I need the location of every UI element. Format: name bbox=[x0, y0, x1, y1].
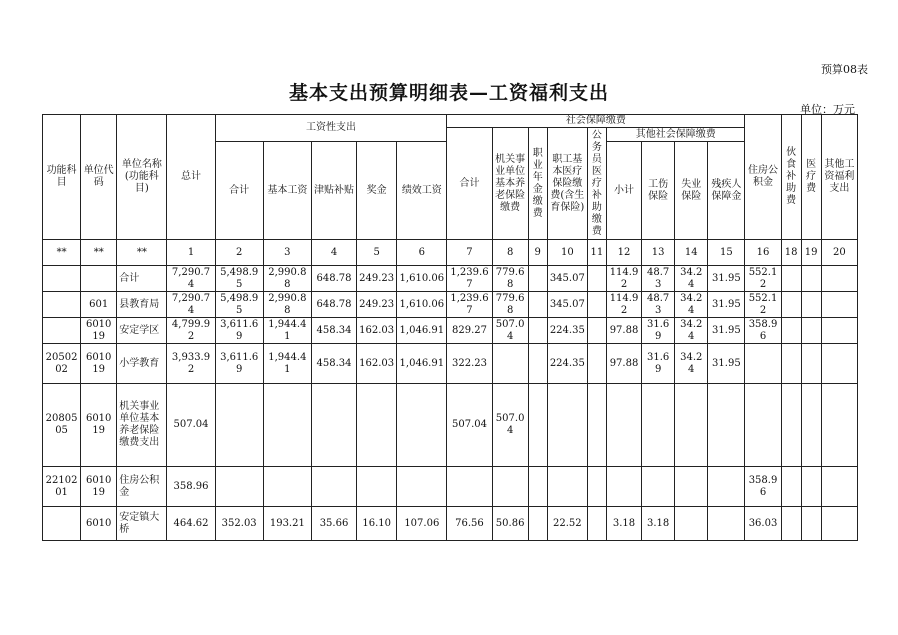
cell-performance bbox=[397, 384, 447, 467]
cell-performance: 107.06 bbox=[397, 507, 447, 541]
cell-func-subject bbox=[43, 507, 81, 541]
cell-medical: 345.07 bbox=[547, 292, 587, 318]
cell-housing: 552.12 bbox=[745, 266, 781, 292]
cell-meal bbox=[781, 344, 801, 384]
header-performance: 绩效工资 bbox=[397, 142, 447, 240]
header-unit-code: 单位代码 bbox=[81, 115, 117, 240]
cell-allowance: 648.78 bbox=[311, 266, 356, 292]
cell-social-total: 829.27 bbox=[447, 318, 492, 344]
cell-unemploy: 14 bbox=[675, 240, 708, 266]
cell-disabled bbox=[708, 384, 745, 467]
cell-pension bbox=[492, 344, 528, 384]
cell-pension: 779.68 bbox=[492, 292, 528, 318]
header-medical: 职工基本医疗保险缴费(含生育保险) bbox=[547, 128, 587, 240]
header-basic-wage: 基本工资 bbox=[263, 142, 311, 240]
cell-unemploy: 34.24 bbox=[675, 318, 708, 344]
cell-pension: 8 bbox=[492, 240, 528, 266]
cell-other-sub: 114.92 bbox=[606, 292, 641, 318]
cell-allowance: 458.34 bbox=[311, 344, 356, 384]
cell-other-sub bbox=[606, 384, 641, 467]
cell-housing: 552.12 bbox=[745, 292, 781, 318]
cell-bonus: 16.10 bbox=[357, 507, 397, 541]
cell-other-sub: 12 bbox=[606, 240, 641, 266]
cell-disabled: 31.95 bbox=[708, 292, 745, 318]
cell-other-welfare bbox=[821, 344, 857, 384]
cell-social-total: 76.56 bbox=[447, 507, 492, 541]
cell-social-total: 507.04 bbox=[447, 384, 492, 467]
cell-medical-fee: 19 bbox=[801, 240, 821, 266]
header-injury: 工伤保险 bbox=[642, 142, 675, 240]
cell-civil-medical bbox=[587, 266, 606, 292]
cell-unit-code: 601019 bbox=[81, 384, 117, 467]
cell-injury: 31.69 bbox=[642, 318, 675, 344]
cell-annuity bbox=[528, 344, 547, 384]
cell-unit-code: 6010 bbox=[81, 507, 117, 541]
cell-meal bbox=[781, 507, 801, 541]
cell-disabled: 31.95 bbox=[708, 318, 745, 344]
cell-unemploy: 34.24 bbox=[675, 266, 708, 292]
cell-bonus: 5 bbox=[357, 240, 397, 266]
cell-unemploy bbox=[675, 507, 708, 541]
cell-performance bbox=[397, 467, 447, 507]
cell-medical-fee bbox=[801, 344, 821, 384]
cell-unit-name: 安定镇大桥 bbox=[117, 507, 167, 541]
cell-wage-total: 2 bbox=[215, 240, 263, 266]
cell-func-subject: 2210201 bbox=[43, 467, 81, 507]
cell-allowance: 35.66 bbox=[311, 507, 356, 541]
cell-total: 1 bbox=[167, 240, 215, 266]
cell-allowance bbox=[311, 467, 356, 507]
header-unemploy: 失业保险 bbox=[675, 142, 708, 240]
cell-other-sub bbox=[606, 467, 641, 507]
header-allowance: 津贴补贴 bbox=[311, 142, 356, 240]
table-row bbox=[43, 467, 858, 507]
cell-other-sub: 97.88 bbox=[606, 344, 641, 384]
cell-housing bbox=[745, 384, 781, 467]
table-row bbox=[43, 344, 858, 384]
cell-unit-name: 安定学区 bbox=[117, 318, 167, 344]
cell-pension: 50.86 bbox=[492, 507, 528, 541]
cell-medical-fee bbox=[801, 318, 821, 344]
cell-social-total: 322.23 bbox=[447, 344, 492, 384]
cell-total: 358.96 bbox=[167, 467, 215, 507]
cell-other-sub: 114.92 bbox=[606, 266, 641, 292]
cell-total: 4,799.92 bbox=[167, 318, 215, 344]
cell-other-welfare bbox=[821, 384, 857, 467]
cell-performance: 1,046.91 bbox=[397, 318, 447, 344]
cell-other-welfare bbox=[821, 507, 857, 541]
cell-performance: 1,610.06 bbox=[397, 292, 447, 318]
table-body bbox=[43, 240, 858, 541]
cell-other-sub: 97.88 bbox=[606, 318, 641, 344]
table-row bbox=[43, 266, 858, 292]
header-bonus: 奖金 bbox=[357, 142, 397, 240]
cell-disabled bbox=[708, 507, 745, 541]
cell-unit-name: ** bbox=[117, 240, 167, 266]
header-housing: 住房公积金 bbox=[745, 115, 781, 240]
cell-unit-name: 小学教育 bbox=[117, 344, 167, 384]
cell-disabled bbox=[708, 467, 745, 507]
cell-unit-code bbox=[81, 266, 117, 292]
cell-unit-name: 县教育局 bbox=[117, 292, 167, 318]
cell-pension: 779.68 bbox=[492, 266, 528, 292]
cell-annuity bbox=[528, 318, 547, 344]
cell-other-welfare: 20 bbox=[821, 240, 857, 266]
cell-pension bbox=[492, 467, 528, 507]
cell-unit-code: 601019 bbox=[81, 344, 117, 384]
cell-annuity bbox=[528, 507, 547, 541]
cell-basic-wage: 2,990.88 bbox=[263, 266, 311, 292]
header-civil-medical: 公务员医疗补助缴费 bbox=[587, 128, 606, 240]
cell-total: 464.62 bbox=[167, 507, 215, 541]
cell-civil-medical bbox=[587, 344, 606, 384]
cell-pension: 507.04 bbox=[492, 384, 528, 467]
cell-other-welfare bbox=[821, 292, 857, 318]
cell-basic-wage bbox=[263, 384, 311, 467]
cell-wage-total: 3,611.69 bbox=[215, 344, 263, 384]
cell-medical-fee bbox=[801, 467, 821, 507]
cell-wage-total: 352.03 bbox=[215, 507, 263, 541]
cell-medical: 224.35 bbox=[547, 344, 587, 384]
cell-civil-medical bbox=[587, 507, 606, 541]
cell-allowance bbox=[311, 384, 356, 467]
cell-housing: 358.96 bbox=[745, 318, 781, 344]
header-other-sub: 小计 bbox=[606, 142, 641, 240]
cell-injury: 13 bbox=[642, 240, 675, 266]
cell-housing: 36.03 bbox=[745, 507, 781, 541]
cell-bonus: 249.23 bbox=[357, 292, 397, 318]
cell-bonus bbox=[357, 384, 397, 467]
table-row bbox=[43, 318, 858, 344]
cell-disabled: 31.95 bbox=[708, 344, 745, 384]
cell-civil-medical bbox=[587, 384, 606, 467]
cell-medical: 345.07 bbox=[547, 266, 587, 292]
cell-func-subject bbox=[43, 318, 81, 344]
cell-housing: 16 bbox=[745, 240, 781, 266]
cell-medical: 10 bbox=[547, 240, 587, 266]
cell-func-subject: ** bbox=[43, 240, 81, 266]
cell-injury: 48.73 bbox=[642, 266, 675, 292]
cell-total: 507.04 bbox=[167, 384, 215, 467]
cell-unemploy bbox=[675, 384, 708, 467]
cell-performance: 1,610.06 bbox=[397, 266, 447, 292]
cell-unit-code: ** bbox=[81, 240, 117, 266]
cell-unemploy: 34.24 bbox=[675, 344, 708, 384]
form-number: 预算08表 bbox=[821, 63, 868, 76]
cell-performance: 6 bbox=[397, 240, 447, 266]
cell-injury bbox=[642, 467, 675, 507]
cell-func-subject bbox=[43, 266, 81, 292]
cell-medical: 22.52 bbox=[547, 507, 587, 541]
cell-basic-wage bbox=[263, 467, 311, 507]
cell-other-welfare bbox=[821, 467, 857, 507]
header-other-welfare: 其他工资福利支出 bbox=[821, 115, 857, 240]
cell-bonus bbox=[357, 467, 397, 507]
cell-func-subject: 2050202 bbox=[43, 344, 81, 384]
header-disabled: 残疾人保障金 bbox=[708, 142, 745, 240]
cell-allowance: 458.34 bbox=[311, 318, 356, 344]
cell-injury bbox=[642, 384, 675, 467]
cell-bonus: 249.23 bbox=[357, 266, 397, 292]
cell-civil-medical: 11 bbox=[587, 240, 606, 266]
unit-label: 单位：万元 bbox=[800, 103, 855, 116]
cell-func-subject bbox=[43, 292, 81, 318]
header-social-total: 合计 bbox=[447, 128, 492, 240]
cell-basic-wage: 2,990.88 bbox=[263, 292, 311, 318]
table-row bbox=[43, 384, 858, 467]
cell-wage-total bbox=[215, 467, 263, 507]
header-other-group: 其他社会保障缴费 bbox=[606, 128, 745, 142]
cell-injury: 48.73 bbox=[642, 292, 675, 318]
cell-other-sub: 3.18 bbox=[606, 507, 641, 541]
cell-social-total: 7 bbox=[447, 240, 492, 266]
cell-housing: 358.96 bbox=[745, 467, 781, 507]
cell-injury: 3.18 bbox=[642, 507, 675, 541]
cell-annuity bbox=[528, 266, 547, 292]
cell-housing bbox=[745, 344, 781, 384]
cell-wage-total: 5,498.95 bbox=[215, 266, 263, 292]
cell-func-subject: 2080505 bbox=[43, 384, 81, 467]
header-func-subject: 功能科目 bbox=[43, 115, 81, 240]
header-wage-total: 合计 bbox=[215, 142, 263, 240]
cell-basic-wage: 3 bbox=[263, 240, 311, 266]
cell-disabled: 31.95 bbox=[708, 266, 745, 292]
header-social-group: 社会保障缴费 bbox=[447, 115, 745, 128]
cell-allowance: 4 bbox=[311, 240, 356, 266]
table-header bbox=[43, 115, 858, 240]
cell-meal bbox=[781, 318, 801, 344]
cell-wage-total: 5,498.95 bbox=[215, 292, 263, 318]
cell-medical-fee bbox=[801, 292, 821, 318]
cell-meal: 18 bbox=[781, 240, 801, 266]
cell-civil-medical bbox=[587, 467, 606, 507]
cell-total: 7,290.74 bbox=[167, 292, 215, 318]
cell-annuity bbox=[528, 384, 547, 467]
cell-civil-medical bbox=[587, 292, 606, 318]
cell-wage-total: 3,611.69 bbox=[215, 318, 263, 344]
cell-pension: 507.04 bbox=[492, 318, 528, 344]
header-unit-name: 单位名称(功能科目) bbox=[117, 115, 167, 240]
table-row bbox=[43, 292, 858, 318]
page-title: 基本支出预算明细表—工资福利支出 bbox=[288, 82, 609, 104]
cell-social-total bbox=[447, 467, 492, 507]
cell-medical bbox=[547, 384, 587, 467]
cell-disabled: 15 bbox=[708, 240, 745, 266]
header-meal: 伙食补助费 bbox=[781, 115, 801, 240]
cell-injury: 31.69 bbox=[642, 344, 675, 384]
cell-other-welfare bbox=[821, 318, 857, 344]
cell-total: 3,933.92 bbox=[167, 344, 215, 384]
cell-allowance: 648.78 bbox=[311, 292, 356, 318]
cell-social-total: 1,239.67 bbox=[447, 266, 492, 292]
cell-civil-medical bbox=[587, 318, 606, 344]
cell-basic-wage: 1,944.41 bbox=[263, 344, 311, 384]
cell-other-welfare bbox=[821, 266, 857, 292]
index-row bbox=[43, 240, 858, 266]
cell-unemploy: 34.24 bbox=[675, 292, 708, 318]
header-pension: 机关事业单位基本养老保险缴费 bbox=[492, 128, 528, 240]
cell-unit-name: 合计 bbox=[117, 266, 167, 292]
header-total: 总计 bbox=[167, 115, 215, 240]
cell-medical: 224.35 bbox=[547, 318, 587, 344]
header-medical-fee: 医疗费 bbox=[801, 115, 821, 240]
cell-medical-fee bbox=[801, 507, 821, 541]
cell-unit-code: 601019 bbox=[81, 318, 117, 344]
cell-performance: 1,046.91 bbox=[397, 344, 447, 384]
header-annuity: 职业年金缴费 bbox=[528, 128, 547, 240]
cell-meal bbox=[781, 292, 801, 318]
cell-unemploy bbox=[675, 467, 708, 507]
cell-social-total: 1,239.67 bbox=[447, 292, 492, 318]
cell-meal bbox=[781, 384, 801, 467]
cell-total: 7,290.74 bbox=[167, 266, 215, 292]
cell-unit-name: 机关事业单位基本养老保险缴费支出 bbox=[117, 384, 167, 467]
table-row bbox=[43, 507, 858, 541]
cell-unit-code: 601 bbox=[81, 292, 117, 318]
cell-unit-name: 住房公积金 bbox=[117, 467, 167, 507]
cell-unit-code: 601019 bbox=[81, 467, 117, 507]
cell-bonus: 162.03 bbox=[357, 318, 397, 344]
cell-medical-fee bbox=[801, 384, 821, 467]
cell-bonus: 162.03 bbox=[357, 344, 397, 384]
cell-medical-fee bbox=[801, 266, 821, 292]
cell-basic-wage: 1,944.41 bbox=[263, 318, 311, 344]
header-wage-group: 工资性支出 bbox=[215, 115, 447, 142]
cell-basic-wage: 193.21 bbox=[263, 507, 311, 541]
cell-meal bbox=[781, 467, 801, 507]
budget-table bbox=[42, 114, 858, 541]
cell-wage-total bbox=[215, 384, 263, 467]
cell-annuity bbox=[528, 467, 547, 507]
cell-annuity bbox=[528, 292, 547, 318]
cell-meal bbox=[781, 266, 801, 292]
cell-medical bbox=[547, 467, 587, 507]
cell-annuity: 9 bbox=[528, 240, 547, 266]
